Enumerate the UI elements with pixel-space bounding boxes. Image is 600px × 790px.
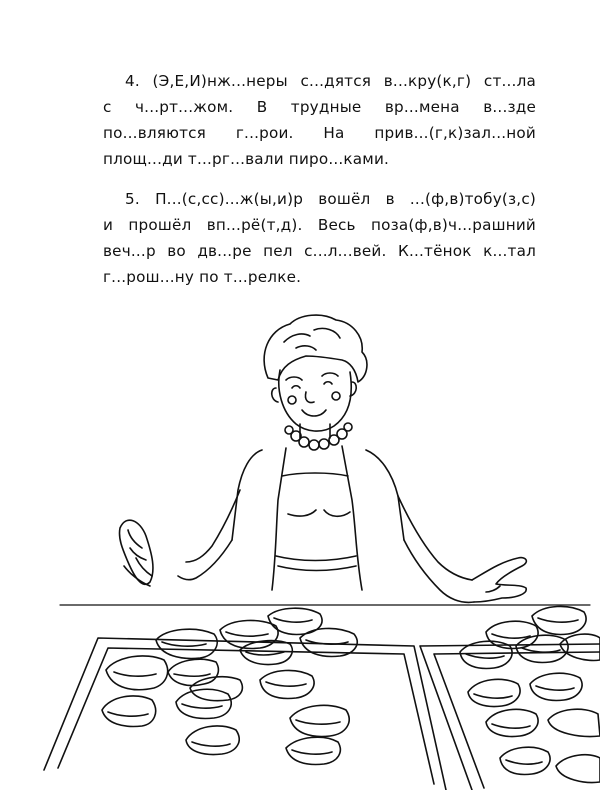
left-arm [186, 490, 240, 562]
exercise-4-line-3: по...вляются г...рои. На прив...(г,к)зал...ной [103, 124, 536, 142]
exercise-5 [103, 186, 536, 290]
exercise-4 [103, 68, 536, 172]
right-arm [398, 496, 472, 580]
exercise-5-line-2: и прошёл вп...рё(т,д). Весь поза(ф,в)ч...рашний [103, 216, 536, 234]
held-pie [119, 520, 152, 584]
right-tray-pies [460, 606, 600, 782]
exercise-4-line-4: площ...ди т...рг...вали пиро...ками. [103, 150, 390, 168]
exercise-5-line-1: 5. П...(с,сс)...ж(ы,и)р вошёл в ...(ф,в)тобу(з,с) [125, 190, 536, 208]
woman-with-pies-illustration [0, 300, 600, 790]
torso [232, 450, 404, 540]
exercise-4-line-2: с ч...рт...жом. В трудные вр...мена в...зде [103, 98, 536, 116]
exercise-4-line-1: 4. (Э,Е,И)нж...неры с...дятся в...кру(к,г) ст...ла [125, 72, 536, 90]
open-hand [472, 558, 526, 602]
exercise-5-line-3: веч...р во дв...ре пел с...л...вей. К...тёнок к...тал [103, 242, 536, 260]
left-tray-pies [102, 608, 357, 764]
right-tray [420, 644, 600, 790]
face [279, 370, 351, 431]
exercise-5-line-4: г...рош...ну по т...релке. [103, 268, 302, 286]
